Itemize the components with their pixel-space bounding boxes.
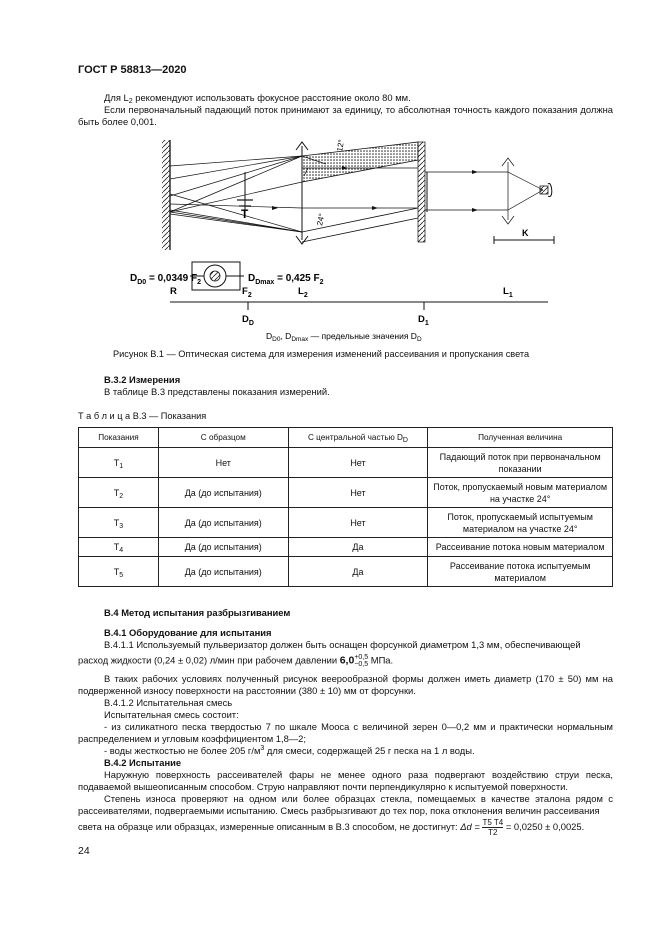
svg-text:K: K (522, 228, 529, 238)
section-b32-title: В.3.2 Измерения (104, 374, 181, 385)
svg-text:DD: $D_D$ (242, 314, 254, 327)
dd0-formula: $D_{D0} = 0,0349$ $F_2$ (130, 273, 201, 286)
table-row: $T_4$ Да (до испытания) Да Рассеивание потока новым материалом (79, 538, 613, 557)
svg-text:D1: $D_1$ (418, 314, 429, 327)
section-b32-text: В таблице В.3 представлены показания измерений. (104, 386, 330, 397)
table-row: $T_2$ Да (до испытания) Нет Поток, пропускаемый новым материалом на участке 24° (79, 478, 613, 508)
diaphragm-d1 (418, 142, 427, 242)
b411-line2: расход жидкости (0,24 ± 0,02) л/мин при рабочем давлении 6,0 +0,5 −0,5 МПа. (78, 654, 394, 668)
svg-text:R: R (170, 286, 177, 297)
b412-water: - воды жесткостью не более 205 $г/м^3$ для смеси, содержащей 25 г песка на 1 л воды. (104, 745, 475, 756)
b42-para1: Наружную поверхность рассеивателей фары не менее одного раза подвергают воздействию струи песка, подаваемой вышеописанным способом. Струю направляют почти перпендикулярно к испытуемой поверхности. (78, 769, 613, 793)
figure-legend: $D_{D0}$, $D_{Dmax}$ — предельные значения $D_D$ (266, 331, 422, 343)
table-row: $T_1$ Нет Нет Падающий поток при первоначальном показании (79, 448, 613, 478)
table-caption: Т а б л и ц а В.3 — Показания (78, 411, 207, 421)
svg-text:L2: $L_2$ (298, 286, 308, 299)
screen-r (162, 140, 170, 250)
section-b41-title: В.4.1 Оборудование для испытания (104, 627, 272, 638)
b412-title: В.4.1.2 Испытательная смесь (104, 697, 233, 708)
position-axis (170, 302, 548, 310)
source-beam (425, 158, 543, 224)
k-scale-bar (494, 228, 554, 244)
b411-line3: В таких рабочих условиях полученный рисунок веерообразной формы должен иметь диаметр (170 ± 50) мм на подверженной износу поверхности на расстоянии (380 ± 10) мм от форсунки. (78, 673, 613, 697)
svg-text:F2: $F_2$ (242, 286, 252, 299)
section-b42-title: В.4.2 Испытание (104, 757, 182, 768)
b42-para2: Степень износа проверяют на одном или более образцах стекла, помещаемых в качестве эталона рядом с рассеивателями, подвергаемыми испытанию. Смесь разбрызгивают до тех пор, пока отклонения величин рассеивания (78, 793, 613, 817)
section-b4-title: В.4 Метод испытания разбрызгиванием (104, 607, 291, 618)
readings-table (78, 427, 613, 587)
table-header-row (79, 428, 613, 448)
table-row: $T_5$ Да (до испытания) Да Рассеивание потока испытуемым материалом (79, 557, 613, 587)
svg-text:L1: $L_1$ (503, 286, 513, 299)
b411-line1: В.4.1.1 Используемый пульверизатор должен быть оснащен форсункой диаметром 1,3 мм, обеспечивающей (104, 639, 581, 650)
figure-caption: Рисунок В.1 — Оптическая система для измерения изменений рассеивания и пропускания света (113, 349, 530, 359)
page-number: 24 (78, 845, 90, 857)
b42-formula-line: света на образце или образцах, измеренные описанным в В.3 способом, не достигнут: Δd = $\frac{T5 T4}{T2}$ = 0,0250 ± 0,0025. (78, 818, 585, 837)
lamp-source (540, 183, 552, 196)
b412-intro: Испытательная смесь состоит: (104, 709, 239, 720)
table-row: $T_3$ Да (до испытания) Нет Поток, пропускаемый испытуемым материалом на участке 24° (79, 508, 613, 538)
light-rays (170, 156, 302, 232)
document-id: ГОСТ Р 58813—2020 (78, 64, 187, 76)
svg-text:T: T (241, 207, 249, 221)
header-readings: Показания (79, 428, 159, 448)
header-with-center: С центральной частью $D_D$ (288, 428, 428, 448)
svg-text:12°: 12° (335, 138, 347, 153)
svg-text:24°: 24° (315, 212, 327, 227)
b412-sand: - из силикатного песка твердостью 7 по шкале Мооса с величиной зерен 0—0,2 мм и практически нормальным распределением и угловым коэффициентом 1,8—2; (78, 721, 613, 745)
ddmax-formula: $D_{Dmax} = 0,425$ $F_2$ (248, 273, 324, 286)
intro-l2-text: Для $L_2$ рекомендуют использовать фокусное расстояние около 80 мм. (104, 92, 411, 105)
header-with-sample: С образцом (158, 428, 288, 448)
intro-flux-text: Если первоначальный падающий поток принимают за единицу, то абсолютная точность каждого показания должна быть более 0,001. (78, 104, 613, 128)
optical-system-figure (78, 132, 613, 344)
header-obtained-value: Полученная величина (428, 428, 613, 448)
